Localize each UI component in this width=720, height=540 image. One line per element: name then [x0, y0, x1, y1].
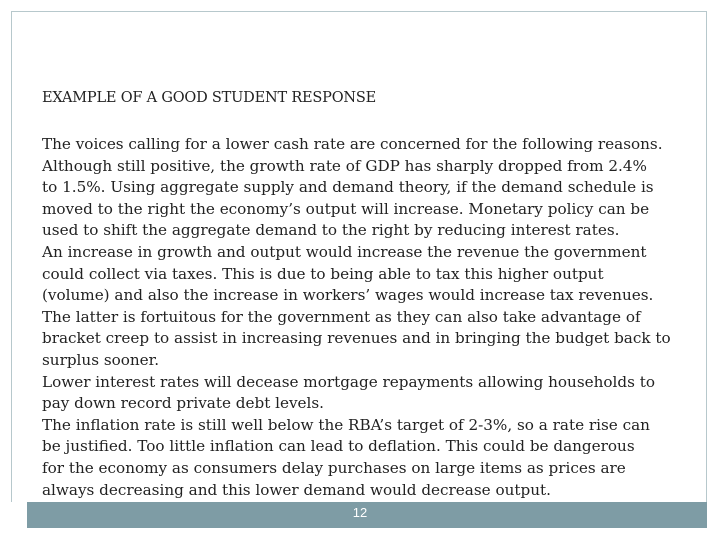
body-line: for the economy as consumers delay purchases on large items as prices are — [42, 458, 626, 477]
body-line: surplus sooner. — [42, 350, 160, 369]
body-line: used to shift the aggregate demand to the right by reducing interest rates. — [42, 221, 620, 240]
body-line: could collect via taxes. This is due to being able to tax this higher output — [42, 264, 604, 283]
body-line: The inflation rate is still well below the RBA’s target of 2-3%, so a rate rise can — [42, 415, 650, 434]
body-line: The latter is fortuitous for the government as they can also take advantage of — [42, 307, 641, 326]
page-number: 12 — [352, 505, 368, 520]
response-body — [42, 134, 687, 501]
body-line: (volume) and also the increase in workers’ wages would increase tax revenues. — [42, 286, 654, 305]
footer-left-gap — [11, 502, 27, 528]
body-line: The voices calling for a lower cash rate are concerned for the following reasons. — [42, 135, 663, 153]
slide-heading: EXAMPLE OF A GOOD STUDENT RESPONSE — [42, 90, 377, 106]
body-line: Although still positive, the growth rate of GDP has sharply dropped from 2.4% — [42, 156, 647, 175]
body-line: Lower interest rates will decease mortgage repayments allowing households to — [42, 372, 655, 391]
body-line: pay down record private debt levels. — [42, 394, 325, 413]
body-line: moved to the right the economy’s output will increase. Monetary policy can be — [42, 199, 650, 218]
body-line: always decreasing and this lower demand would decrease output. — [42, 480, 551, 499]
body-line: An increase in growth and output would increase the revenue the government — [42, 242, 647, 261]
body-line: to 1.5%. Using aggregate supply and demand theory, if the demand schedule is — [42, 178, 654, 197]
body-line: bracket creep to assist in increasing revenues and in bringing the budget back to — [42, 329, 671, 348]
body-line: be justified. Too little inflation can lead to deflation. This could be dangerous — [42, 437, 635, 456]
